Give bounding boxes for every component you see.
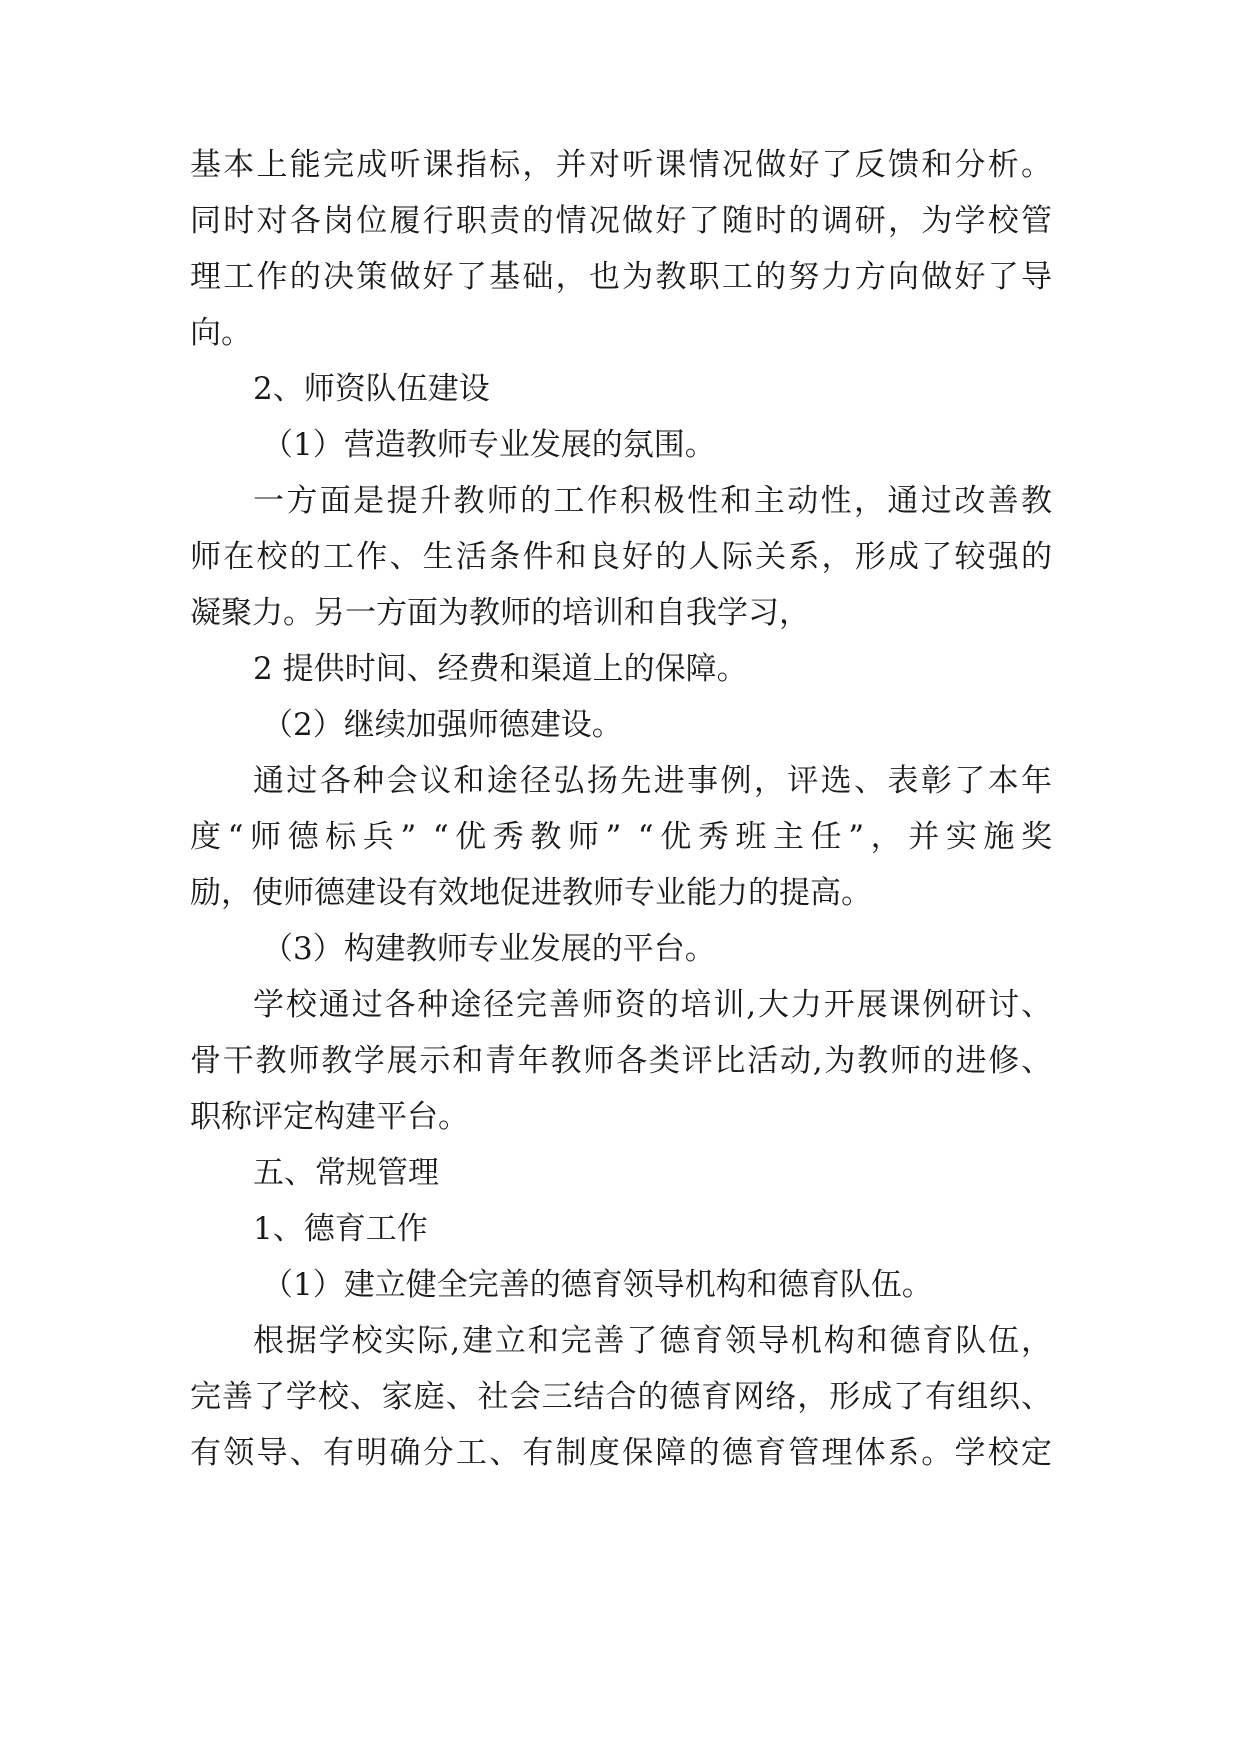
paragraph-line: 度“师德标兵” “优秀教师” “优秀班主任”，并实施奖 xyxy=(190,819,1052,855)
paragraph-line: 理工作的决策做好了基础，也为教职工的努力方向做好了导 xyxy=(190,259,1052,295)
paragraph-line: 同时对各岗位履行职责的情况做好了随时的调研，为学校管 xyxy=(190,203,1052,239)
section-heading: 五、常规管理 xyxy=(253,1155,439,1191)
subsection-heading: （2）继续加强师德建设。 xyxy=(262,707,623,743)
paragraph-line: 通过各种会议和途径弘扬先进事例，评选、表彰了本年 xyxy=(253,763,1052,799)
paragraph-line: 基本上能完成听课指标，并对听课情况做好了反馈和分析。 xyxy=(190,147,1052,183)
paragraph-line: 职称评定构建平台。 xyxy=(190,1099,469,1135)
subsection-heading: （3）构建教师专业发展的平台。 xyxy=(262,931,716,967)
paragraph-line: 学校通过各种途径完善师资的培训,大力开展课例研讨、 xyxy=(253,987,1052,1023)
section-heading: 1、德育工作 xyxy=(253,1211,428,1247)
subsection-heading: （1）营造教师专业发展的氛围。 xyxy=(262,427,716,463)
paragraph-line: 师在校的工作、生活条件和良好的人际关系，形成了较强的 xyxy=(190,539,1052,575)
paragraph-line: 励，使师德建设有效地促进教师专业能力的提高。 xyxy=(190,875,872,911)
paragraph-line: 根据学校实际,建立和完善了德育领导机构和德育队伍， xyxy=(253,1323,1052,1359)
subsection-heading: （1）建立健全完善的德育领导机构和德育队伍。 xyxy=(262,1267,933,1303)
paragraph-line: 一方面是提升教师的工作积极性和主动性，通过改善教 xyxy=(253,483,1052,519)
paragraph-line: 向。 xyxy=(190,315,252,351)
section-heading: 2、师资队伍建设 xyxy=(253,371,490,407)
paragraph-line: 骨干教师教学展示和青年教师各类评比活动,为教师的进修、 xyxy=(190,1043,1052,1079)
paragraph-line: 凝聚力。另一方面为教师的培训和自我学习， xyxy=(190,595,810,631)
paragraph-line: 完善了学校、家庭、社会三结合的德育网络，形成了有组织、 xyxy=(190,1379,1052,1415)
paragraph-line: 有领导、有明确分工、有制度保障的德育管理体系。学校定 xyxy=(190,1435,1052,1471)
paragraph-line: 2 提供时间、经费和渠道上的保障。 xyxy=(253,651,748,687)
